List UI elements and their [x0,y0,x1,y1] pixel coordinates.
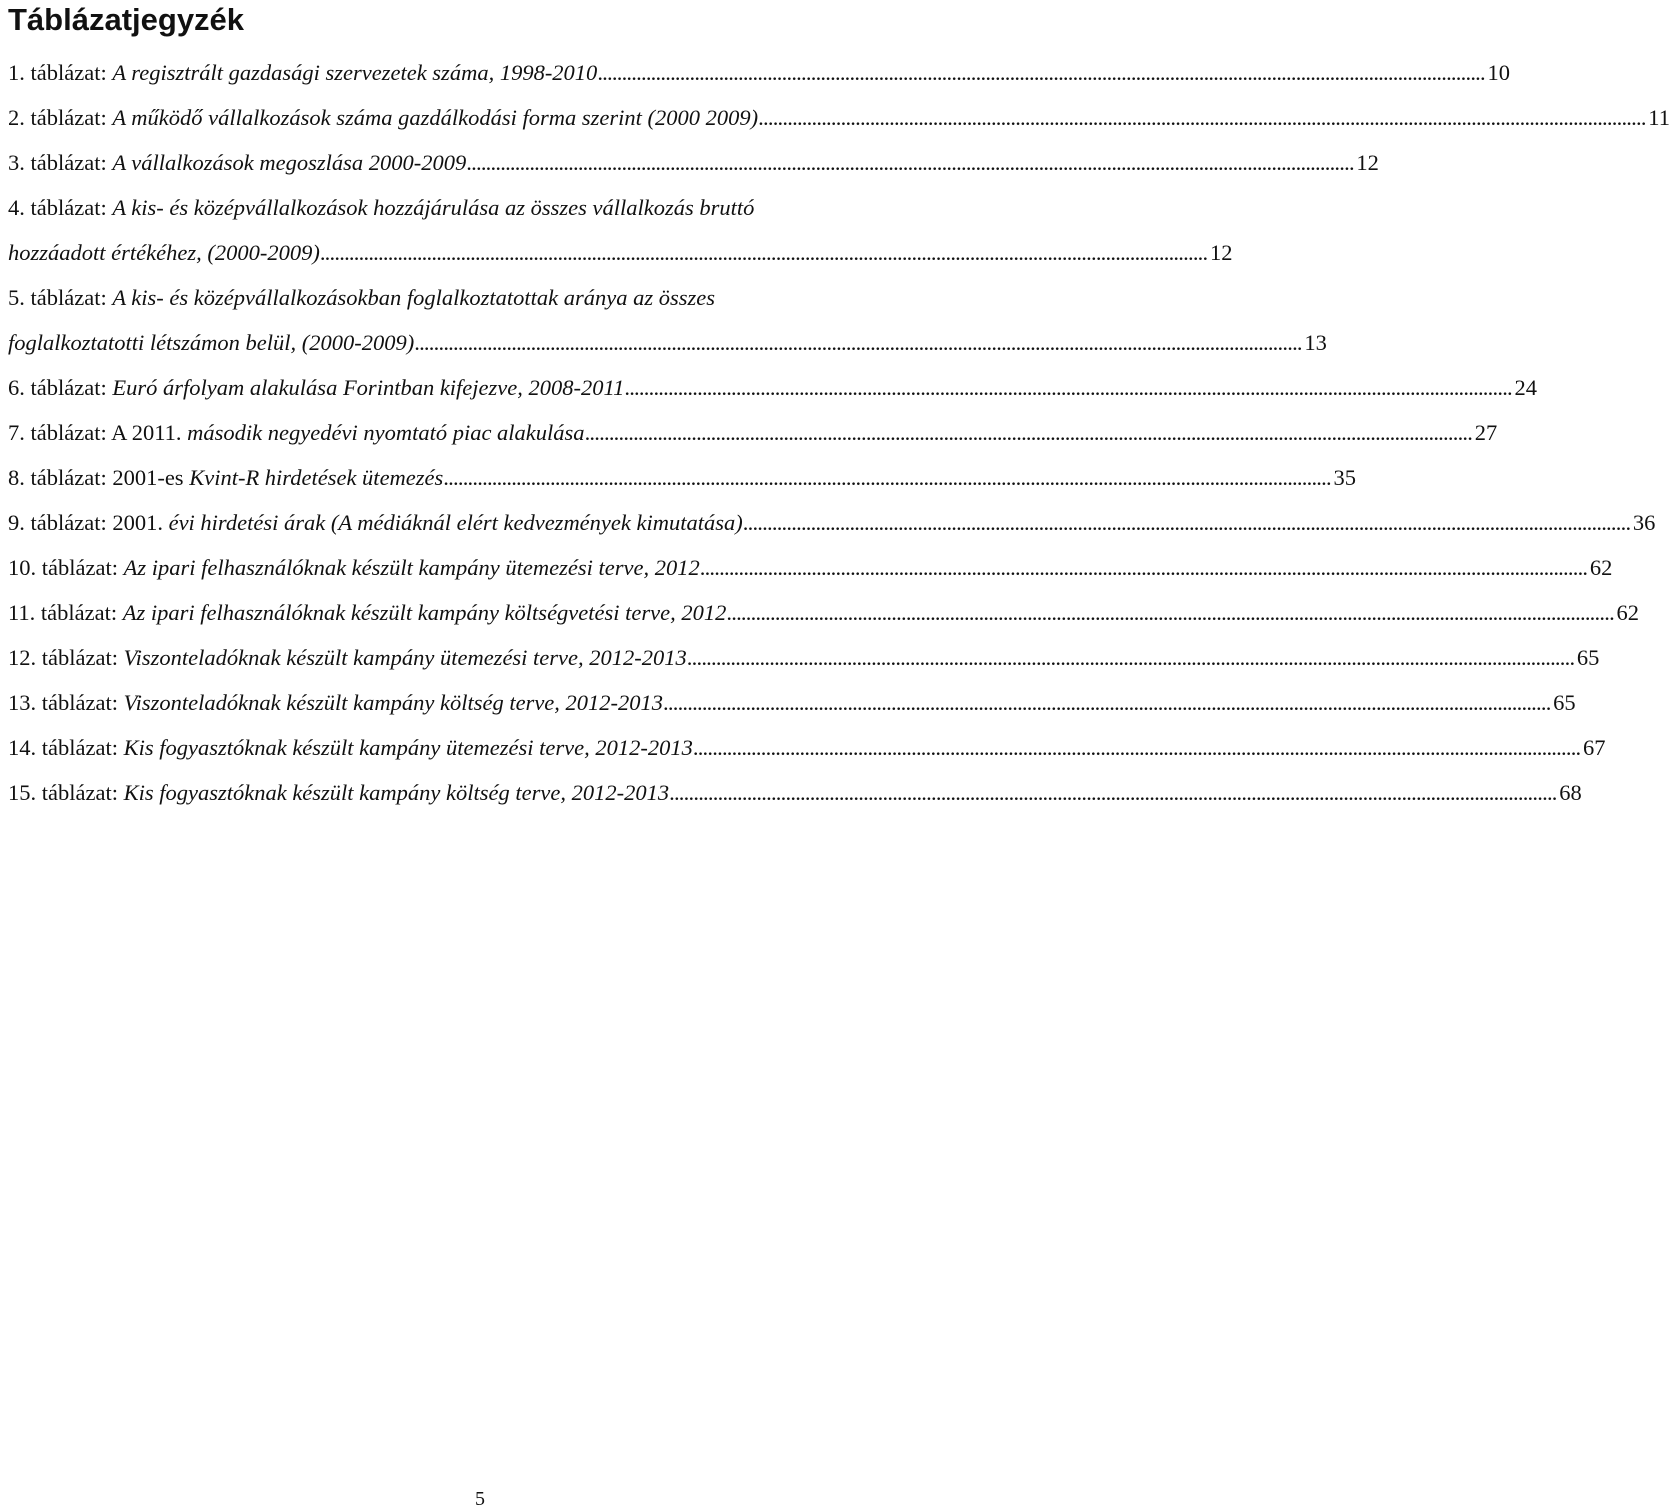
dot-leader [663,680,1548,725]
toc-entry-page: 67 [1582,735,1606,760]
toc-entry-5[interactable] [8,275,1327,365]
table-of-contents [8,50,1670,815]
dot-leader [624,365,1509,410]
toc-entry-number: 11. táblázat: [8,600,118,625]
toc-entry-page: 35 [1333,465,1356,490]
toc-entry-number: 10. táblázat: [8,555,118,580]
toc-entry-10[interactable] [8,545,1613,590]
toc-entry-page: 24 [1514,375,1537,400]
toc-entry-title: A működő vállalkozások száma gazdálkodási forma szerint (2000 2009) [112,105,759,130]
toc-entry-number: 2. táblázat: [8,105,107,130]
toc-entry-page: 65 [1553,690,1576,715]
toc-entry-12[interactable] [8,635,1600,680]
toc-entry-page: 27 [1474,420,1498,445]
toc-entry-page: 36 [1632,510,1656,535]
dot-leader [669,770,1554,815]
toc-entry-title-continued: foglalkoztatotti létszámon belül, (2000-2009) [8,330,415,355]
dot-leader [758,95,1643,140]
dot-leader [687,635,1572,680]
toc-entry-title: Az ipari felhasználóknak készült kampány ütemezési terve, 2012 [123,555,700,580]
toc-entry-number: 9. táblázat: [8,510,107,535]
toc-entry-title: Euró árfolyam alakulása Forintban kifejezve, 2008-2011 [112,375,625,400]
toc-entry-title: évi hirdetési árak (A médiáknál elért kedvezmények kimutatása) [168,510,743,535]
toc-entry-3[interactable] [8,140,1379,185]
toc-entry-title: Az ipari felhasználóknak készült kampány költségvetési terve, 2012 [122,600,727,625]
toc-entry-title: második negyedévi nyomtató piac alakulása [187,420,585,445]
page-number: 5 [475,1488,485,1510]
toc-entry-page: 11 [1648,105,1670,130]
toc-entry-number: 3. táblázat: [8,150,107,175]
toc-entry-title: A vállalkozások megoszlása 2000-2009 [112,150,467,175]
toc-entry-1[interactable] [8,50,1510,95]
toc-entry-page: 10 [1487,60,1510,85]
toc-entry-number: 5. táblázat: [8,285,107,310]
toc-entry-title: Kis fogyasztóknak készült kampány ütemezési terve, 2012-2013 [123,735,693,760]
toc-entry-page: 68 [1559,780,1582,805]
toc-entry-7[interactable] [8,410,1498,455]
dot-leader [743,500,1628,545]
toc-entry-title: Viszonteladóknak készült kampány ütemezési terve, 2012-2013 [123,645,687,670]
dot-leader [726,590,1611,635]
toc-entry-title: Kvint-R hirdetések ütemezés [189,465,444,490]
dot-leader [700,545,1585,590]
dot-leader [466,140,1351,185]
toc-entry-title-upright: 2001-es [112,465,184,490]
toc-entry-title: A kis- és középvállalkozásokban foglalkoztatottak aránya az összes [112,285,715,310]
toc-entry-title: A kis- és középvállalkozások hozzájárulása az összes vállalkozás bruttó [112,195,755,220]
toc-entry-page: 62 [1589,555,1613,580]
dot-leader [414,320,1299,365]
toc-entry-page: 12 [1209,240,1233,265]
toc-entry-title-upright: 2001. [112,510,163,535]
toc-entry-number: 6. táblázat: [8,375,107,400]
toc-entry-number: 7. táblázat: [8,420,107,445]
toc-entry-title-continued: hozzáadott értékéhez, (2000-2009) [8,240,320,265]
toc-entry-4[interactable] [8,185,1233,275]
toc-entry-page: 12 [1356,150,1379,175]
page-title: Táblázatjegyzék [8,2,245,37]
toc-entry-number: 13. táblázat: [8,690,118,715]
toc-entry-number: 15. táblázat: [8,780,118,805]
toc-entry-number: 1. táblázat: [8,60,107,85]
dot-leader [320,230,1205,275]
toc-entry-number: 12. táblázat: [8,645,118,670]
toc-entry-13[interactable] [8,680,1576,725]
toc-entry-title: Kis fogyasztóknak készült kampány költség terve, 2012-2013 [123,780,670,805]
toc-entry-9[interactable] [8,500,1656,545]
toc-entry-page: 65 [1576,645,1600,670]
toc-entry-page: 13 [1304,330,1327,355]
toc-entry-number: 14. táblázat: [8,735,118,760]
toc-entry-number: 4. táblázat: [8,195,107,220]
dot-leader [597,50,1482,95]
toc-entry-6[interactable] [8,365,1537,410]
toc-entry-title: A regisztrált gazdasági szervezetek száma, 1998-2010 [112,60,598,85]
toc-entry-8[interactable] [8,455,1356,500]
toc-entry-title-upright: A 2011. [111,420,182,445]
toc-entry-14[interactable] [8,725,1606,770]
toc-entry-2[interactable] [8,95,1670,140]
dot-leader [693,725,1578,770]
toc-entry-15[interactable] [8,770,1582,815]
dot-leader [443,455,1328,500]
toc-entry-11[interactable] [8,590,1640,635]
toc-entry-page: 62 [1616,600,1640,625]
toc-entry-title: Viszonteladóknak készült kampány költség terve, 2012-2013 [123,690,664,715]
toc-entry-number: 8. táblázat: [8,465,107,490]
dot-leader [585,410,1470,455]
